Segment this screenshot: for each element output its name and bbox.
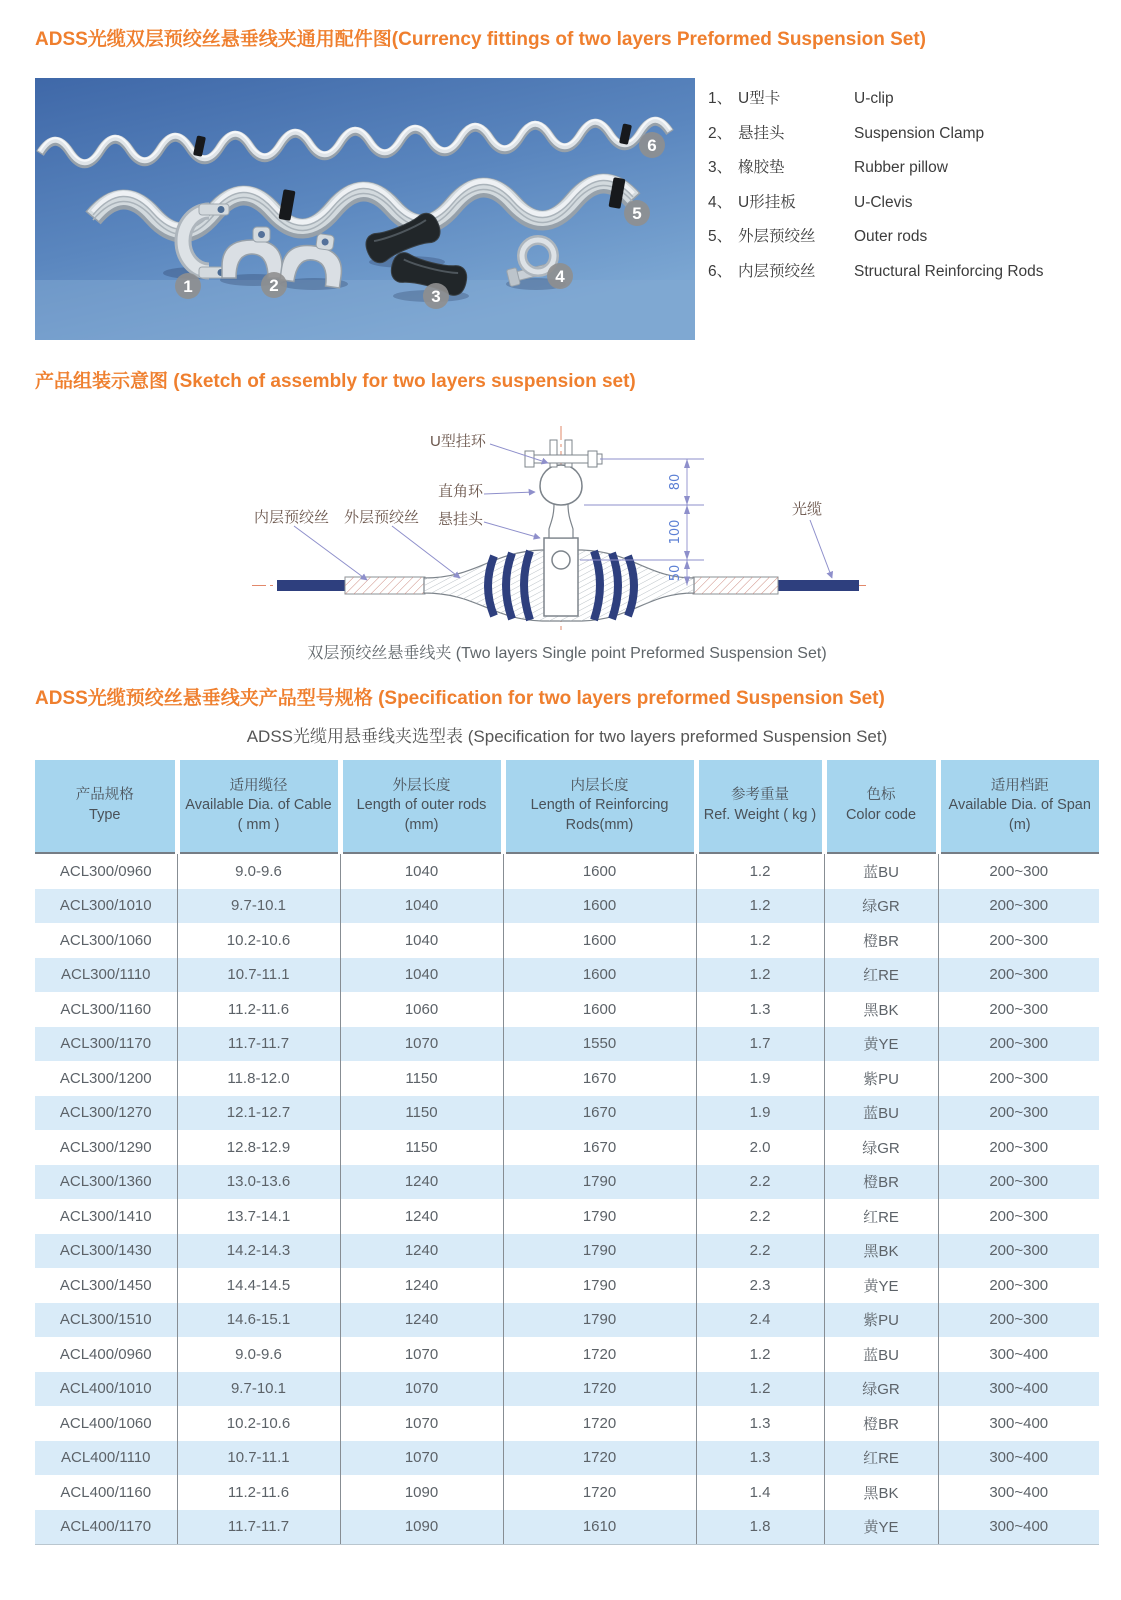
table-cell: 1670 (503, 1061, 696, 1096)
svg-text:1: 1 (183, 277, 193, 296)
assembly-sketch (232, 410, 882, 642)
table-cell: 1790 (503, 1165, 696, 1200)
table-cell: 1040 (340, 923, 503, 958)
table-cell: 11.2-11.6 (177, 992, 340, 1027)
legend-item-english: Outer rods (854, 228, 928, 245)
table-cell: 14.6-15.1 (177, 1303, 340, 1338)
table-cell: 2.2 (696, 1234, 824, 1269)
table-cell: 1600 (503, 853, 696, 889)
table-cell: ACL300/0960 (59, 862, 152, 880)
table-cell: 2.0 (696, 1130, 824, 1165)
header-outer-rod-length: 外层长度 Length of outer rods (mm) (340, 760, 503, 853)
legend-item (708, 86, 1113, 121)
table-cell: 1.9 (696, 1061, 824, 1096)
svg-text:3: 3 (431, 287, 441, 306)
badge-1 (175, 273, 201, 299)
header-span: 适用档距 Available Dia. of Span (m) (938, 760, 1099, 853)
table-cell: 1150 (340, 1061, 503, 1096)
table-cell: 9.0-9.6 (177, 1337, 340, 1372)
table-cell: 300~400 (938, 1337, 1099, 1372)
table-cell: 绿GR (824, 1372, 938, 1407)
table-cell: 1790 (503, 1303, 696, 1338)
assembly-sketch-drawing (232, 410, 882, 642)
table-cell: 10.2-10.6 (177, 1406, 340, 1441)
legend-item-number: 1、 (708, 90, 733, 107)
table-cell: 14.4-14.5 (177, 1268, 340, 1303)
table-cell: 黄YE (824, 1510, 938, 1545)
table-cell: 2.2 (696, 1199, 824, 1234)
svg-text:5: 5 (632, 204, 642, 223)
table-cell: ACL400/1160 (60, 1483, 152, 1501)
table-cell: ACL400/1010 (35, 1372, 177, 1407)
legend-item (708, 190, 1113, 225)
table-row (35, 1475, 1099, 1510)
table-cell: 1.2 (696, 923, 824, 958)
table-cell: 1240 (340, 1199, 503, 1234)
table-cell: 黑BK (824, 1475, 938, 1510)
legend-item-number: 3、 (708, 159, 733, 176)
product-photo (35, 78, 695, 340)
photo-table-surface (35, 280, 695, 340)
table-row (35, 1027, 1099, 1062)
parts-legend (708, 86, 1113, 293)
table-cell: 9.0-9.6 (177, 853, 340, 889)
table-cell: 1600 (503, 923, 696, 958)
table-cell: 2.4 (696, 1303, 824, 1338)
table-cell: 1070 (340, 1372, 503, 1407)
table-row (35, 1096, 1099, 1131)
table-cell: 9.7-10.1 (177, 889, 340, 924)
table-cell: 200~300 (938, 1061, 1099, 1096)
table-cell: 1.4 (696, 1475, 824, 1510)
table-cell: ACL300/1360 (35, 1165, 177, 1200)
table-cell: ACL300/1110 (35, 958, 177, 993)
spec-table (35, 760, 1099, 1545)
table-cell: 黄YE (824, 1268, 938, 1303)
table-cell: 1.3 (696, 1406, 824, 1441)
label-right-angle-ring: 直角环 (438, 483, 484, 500)
right-angle-ring-drawing (540, 465, 582, 505)
table-cell: ACL400/1060 (59, 1414, 152, 1432)
table-row (35, 1510, 1099, 1545)
table-cell: 11.7-11.7 (177, 1510, 340, 1545)
table-cell: ACL300/1160 (60, 1000, 152, 1018)
table-cell: 橙BR (824, 1406, 938, 1441)
table-cell: 黑BK (824, 992, 938, 1027)
table-cell: 10.7-11.1 (177, 1441, 340, 1476)
badge-6 (639, 132, 665, 158)
table-row (35, 1061, 1099, 1096)
spec-table-body (35, 853, 1099, 1545)
table-cell: 1790 (503, 1199, 696, 1234)
svg-text:6: 6 (647, 136, 657, 155)
badge-2 (261, 272, 287, 298)
sketch-heading: 产品组装示意图 (Sketch of assembly for two layers suspension set) (35, 371, 636, 392)
table-row (35, 889, 1099, 924)
badge-3 (423, 283, 449, 309)
table-cell: 1070 (340, 1441, 503, 1476)
u-ring-drawing (525, 440, 602, 467)
table-cell: 9.7-10.1 (177, 1372, 340, 1407)
table-cell: ACL400/1110 (35, 1441, 177, 1476)
table-cell: 1790 (503, 1268, 696, 1303)
table-cell: 紫PU (824, 1303, 938, 1338)
table-cell: 1150 (340, 1130, 503, 1165)
cable-right (777, 580, 859, 591)
table-cell: 橙BR (824, 1165, 938, 1200)
header-cable-dia: 适用缆径 Available Dia. of Cable ( mm ) (177, 760, 340, 853)
sketch-caption: 双层预绞丝悬垂线夹 (Two layers Single point Preformed Suspension Set) (307, 645, 827, 662)
table-cell: 1240 (340, 1268, 503, 1303)
table-cell: 1.3 (696, 1441, 824, 1476)
table-row (35, 1268, 1099, 1303)
legend-item-english: Suspension Clamp (854, 124, 985, 142)
table-cell: 橙BR (824, 923, 938, 958)
table-row (35, 1441, 1099, 1476)
table-cell: 1240 (340, 1234, 503, 1269)
table-cell: 200~300 (938, 1303, 1099, 1338)
product-photo-image (35, 78, 695, 340)
table-cell: 12.8-12.9 (177, 1130, 340, 1165)
table-cell: 300~400 (938, 1372, 1099, 1407)
legend-item-number: 6、 (708, 262, 733, 280)
table-cell: 1070 (340, 1406, 503, 1441)
table-cell: 1070 (340, 1337, 503, 1372)
table-cell: 1090 (340, 1475, 503, 1510)
table-cell: 13.7-14.1 (177, 1199, 340, 1234)
table-cell: ACL300/1430 (35, 1234, 177, 1269)
table-cell: ACL400/0960 (59, 1345, 152, 1363)
header-type: 产品规格 Type (35, 760, 177, 853)
label-cable: 光缆 (792, 501, 823, 518)
table-cell: ACL300/1170 (35, 1027, 177, 1062)
table-cell: 黑BK (824, 1234, 938, 1269)
dimension-50: 50 (668, 564, 683, 582)
table-cell: 2.3 (696, 1268, 824, 1303)
table-cell: 1720 (503, 1337, 696, 1372)
table-row (35, 958, 1099, 993)
table-cell: 200~300 (938, 923, 1099, 958)
table-cell: 1.2 (696, 958, 824, 993)
legend-item-english: U-Clevis (854, 193, 913, 211)
table-cell: 10.2-10.6 (177, 923, 340, 958)
fittings-heading: ADSS光缆双层预绞丝悬垂线夹通用配件图(Currency fittings of two layers Preformed Suspension Set) (35, 29, 926, 50)
table-cell: 13.0-13.6 (177, 1165, 340, 1200)
legend-item-number: 5、 (708, 228, 733, 245)
cable-left (277, 580, 347, 591)
table-cell: 10.7-11.1 (177, 958, 340, 993)
table-cell: ACL300/1510 (35, 1303, 177, 1338)
table-cell: 1600 (503, 889, 696, 924)
badge-4 (547, 263, 573, 289)
table-cell: ACL300/1010 (35, 889, 177, 924)
table-cell: 1.2 (696, 1372, 824, 1407)
table-cell: 红RE (824, 1441, 938, 1476)
table-cell: 蓝BU (824, 1337, 938, 1372)
table-cell: 200~300 (938, 1027, 1099, 1062)
table-cell: 1.8 (696, 1510, 824, 1545)
table-cell: 200~300 (938, 1130, 1099, 1165)
table-cell: ACL300/1410 (59, 1207, 152, 1225)
table-cell: 200~300 (938, 1096, 1099, 1131)
suspension-clamp-drawing (544, 504, 578, 616)
table-cell: 1.2 (696, 889, 824, 924)
table-cell: 2.2 (696, 1165, 824, 1200)
svg-text:4: 4 (555, 267, 565, 286)
table-cell: 1.3 (696, 992, 824, 1027)
table-row (35, 992, 1099, 1027)
table-cell: 200~300 (938, 889, 1099, 924)
legend-item (708, 259, 1113, 294)
table-cell: ACL300/1290 (59, 1138, 152, 1156)
table-cell: 绿GR (824, 1130, 938, 1165)
table-cell: 1550 (503, 1027, 696, 1062)
table-cell: 1070 (340, 1027, 503, 1062)
table-cell: 1720 (503, 1441, 696, 1476)
table-cell: 紫PU (824, 1061, 938, 1096)
table-cell: 1240 (340, 1303, 503, 1338)
label-inner-rods: 内层预绞丝 (254, 509, 330, 526)
table-cell: 11.7-11.7 (177, 1027, 340, 1062)
dimension-80: 80 (668, 473, 683, 491)
table-cell: 200~300 (938, 958, 1099, 993)
spec-heading: ADSS光缆预绞丝悬垂线夹产品型号规格 (Specification for two layers preformed Suspension Set) (35, 688, 885, 709)
table-cell: 1.2 (696, 853, 824, 889)
label-u-ring: U型挂环 (430, 433, 486, 450)
legend-item-chinese: 橡胶垫 (738, 159, 785, 176)
dimension-100: 100 (668, 519, 683, 545)
legend-item-chinese: U型卡 (738, 90, 781, 107)
header-ref-weight: 参考重量 Ref. Weight ( kg ) (696, 760, 824, 853)
table-cell: 11.8-12.0 (177, 1061, 340, 1096)
table-cell: 1720 (503, 1372, 696, 1407)
table-cell: 14.2-14.3 (177, 1234, 340, 1269)
table-cell: 1.2 (696, 1337, 824, 1372)
table-cell: 绿GR (824, 889, 938, 924)
table-cell: 300~400 (938, 1475, 1099, 1510)
table-cell: 300~400 (938, 1406, 1099, 1441)
table-cell: 1150 (340, 1096, 503, 1131)
spec-table-subtitle: ADSS光缆用悬垂线夹选型表 (Specification for two layers preformed Suspension Set) (246, 727, 888, 746)
table-cell: 1060 (340, 992, 503, 1027)
label-outer-rods: 外层预绞丝 (344, 509, 420, 526)
table-cell: ACL300/1060 (59, 931, 152, 949)
table-cell: 1790 (503, 1234, 696, 1269)
legend-item (708, 121, 1113, 156)
legend-item-number: 4、 (708, 193, 733, 211)
table-row (35, 1406, 1099, 1441)
legend-item-english: U-clip (854, 90, 894, 107)
table-cell: ACL300/1200 (59, 1069, 152, 1087)
header-color-code: 色标 Color code (824, 760, 938, 853)
table-cell: 200~300 (938, 1165, 1099, 1200)
table-cell: 1670 (503, 1130, 696, 1165)
legend-item-chinese: 外层预绞丝 (738, 228, 816, 245)
table-cell: 1670 (503, 1096, 696, 1131)
table-cell: 1.7 (696, 1027, 824, 1062)
label-suspension-head: 悬挂头 (438, 511, 484, 528)
table-cell: 12.1-12.7 (177, 1096, 340, 1131)
table-cell: 1090 (340, 1510, 503, 1545)
table-cell: 200~300 (938, 992, 1099, 1027)
spec-table-header (35, 760, 1099, 853)
table-cell: 300~400 (938, 1441, 1099, 1476)
table-cell: ACL400/1170 (35, 1510, 177, 1545)
table-cell: 200~300 (938, 1234, 1099, 1269)
table-cell: ACL300/1270 (35, 1096, 177, 1131)
header-reinforcing-rod-length: 内层长度 Length of Reinforcing Rods(mm) (503, 760, 696, 853)
table-cell: 1.9 (696, 1096, 824, 1131)
table-cell: 1720 (503, 1406, 696, 1441)
table-cell: 1040 (340, 889, 503, 924)
table-cell: 红RE (824, 958, 938, 993)
table-row (35, 1130, 1099, 1165)
legend-item-english: Rubber pillow (854, 159, 948, 176)
table-cell: 蓝BU (824, 853, 938, 889)
legend-item (708, 224, 1113, 259)
table-cell: 红RE (824, 1199, 938, 1234)
table-cell: 1610 (503, 1510, 696, 1545)
table-cell: 1240 (340, 1165, 503, 1200)
badge-5 (624, 200, 650, 226)
legend-item (708, 155, 1113, 190)
legend-item-english: Structural Reinforcing Rods (854, 262, 1044, 280)
table-cell: 1600 (503, 992, 696, 1027)
table-row (35, 923, 1099, 958)
table-cell: 200~300 (938, 1268, 1099, 1303)
table-cell: 1040 (340, 958, 503, 993)
table-cell: 1720 (503, 1475, 696, 1510)
legend-item-chinese: 悬挂头 (738, 124, 785, 142)
table-row (35, 1234, 1099, 1269)
table-cell: 1040 (340, 853, 503, 889)
table-cell: ACL300/1450 (59, 1276, 152, 1294)
table-row (35, 1165, 1099, 1200)
table-cell: 200~300 (938, 1199, 1099, 1234)
legend-item-chinese: U形挂板 (738, 193, 796, 211)
legend-item-number: 2、 (708, 124, 733, 142)
table-cell: 300~400 (938, 1510, 1099, 1545)
table-row (35, 1199, 1099, 1234)
table-cell: 蓝BU (824, 1096, 938, 1131)
table-row (35, 1372, 1099, 1407)
table-row (35, 853, 1099, 889)
table-row (35, 1337, 1099, 1372)
table-cell: 黄YE (824, 1027, 938, 1062)
table-cell: 200~300 (938, 853, 1099, 889)
svg-text:2: 2 (269, 276, 279, 295)
table-cell: 1600 (503, 958, 696, 993)
table-row (35, 1303, 1099, 1338)
legend-item-chinese: 内层预绞丝 (738, 262, 816, 280)
table-cell: 11.2-11.6 (177, 1475, 340, 1510)
